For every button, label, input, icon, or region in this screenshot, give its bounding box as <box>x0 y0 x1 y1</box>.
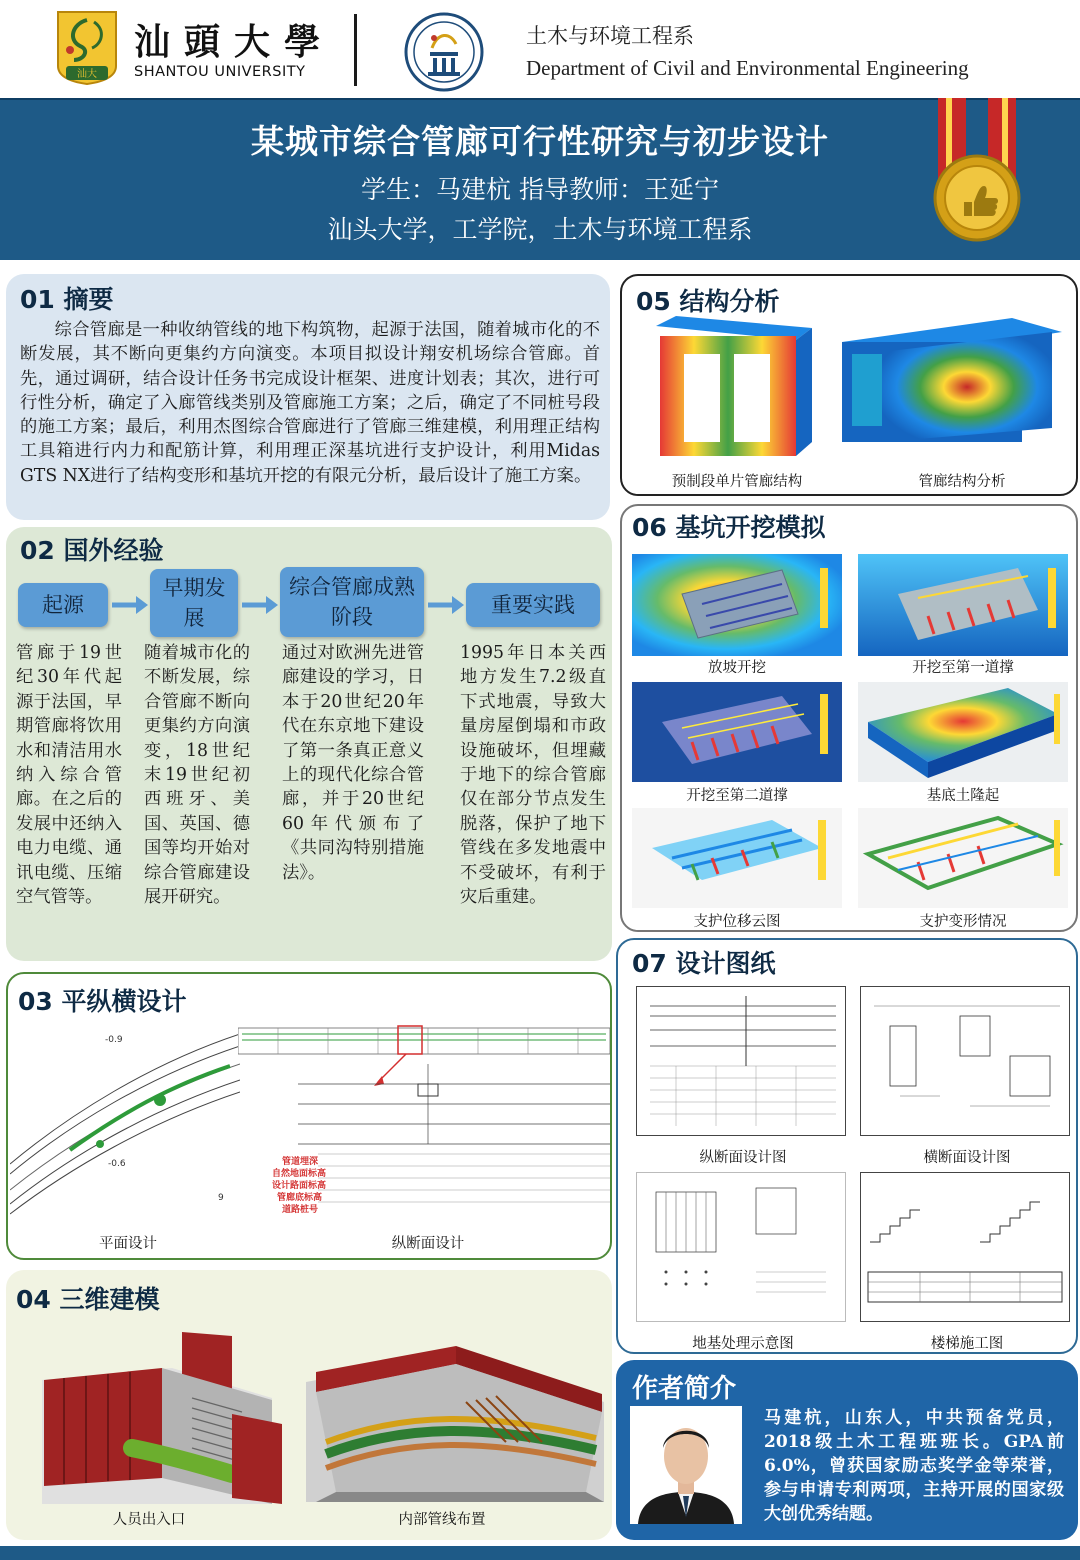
drawings-heading: 07 设计图纸 <box>632 949 776 978</box>
first-strut-figure <box>858 554 1068 656</box>
structure-analysis-panel <box>620 274 1078 496</box>
support-deformation-figure <box>858 808 1068 908</box>
profile-drawing-caption: 纵断面设计图 <box>699 1150 787 1166</box>
plan-design-caption: 平面设计 <box>99 1236 157 1252</box>
plan-mark-upper: -0.9 <box>105 1035 123 1045</box>
poster-affiliation: 汕头大学，工学院，土木与环境工程系 <box>327 215 753 244</box>
profile-design-caption: 纵断面设计 <box>391 1236 465 1252</box>
second-strut-figure <box>632 682 842 782</box>
stage-origin-box: 起源 <box>18 583 108 627</box>
modeling-heading: 04 三维建模 <box>16 1285 160 1314</box>
abstract-panel <box>6 274 610 520</box>
drawings-panel <box>616 938 1078 1354</box>
alignment-design-panel <box>6 972 612 1260</box>
stage-mature-text: 通过对欧洲先进管廊建设的学习，日本于20世纪20年代在东京地下建设了第一条真正意义上的现代化综合管廊，并于20世纪60年代颁布了《共同沟特别措施法》。 <box>282 643 424 883</box>
precast-caption: 预制段单片管廊结构 <box>671 474 803 490</box>
header-divider <box>354 14 357 86</box>
gold-medal-icon <box>922 98 1032 256</box>
title-banner <box>0 98 1080 260</box>
poster-title: 某城市综合管廊可行性研究与初步设计 <box>251 122 829 161</box>
stage-early-text: 随着城市化的不断发展，综合管廊不断向更集约方向演变，18世纪末19世纪初西班牙、美国、英国、德国等均开始对综合管廊建设展开研究。 <box>144 643 250 908</box>
university-name-cn: 汕頭大學 <box>134 21 335 63</box>
profile-drawing-figure <box>636 986 846 1136</box>
support-displacement-figure <box>632 808 842 908</box>
first-strut-caption: 开挖至第一道撑 <box>912 660 1014 676</box>
cross-section-drawing-figure <box>860 986 1070 1136</box>
flow-arrow-icon <box>110 593 150 617</box>
cross-section-caption: 横断面设计图 <box>923 1150 1011 1166</box>
author-heading: 作者简介 <box>632 1374 737 1404</box>
profile-design-figure <box>238 1024 610 1224</box>
plan-design-figure <box>10 1014 240 1224</box>
stage-practice-box: 重要实践 <box>466 583 600 627</box>
gallery-caption: 管廊结构分析 <box>918 474 1006 490</box>
abstract-heading: 01 摘要 <box>20 285 114 314</box>
slope-excavation-figure <box>632 554 842 656</box>
deformation-caption: 支护变形情况 <box>919 914 1007 930</box>
entrance-model-figure <box>42 1328 286 1508</box>
entrance-caption: 人员出入口 <box>112 1512 186 1528</box>
design-heading: 03 平纵横设计 <box>18 987 187 1016</box>
university-name-en: SHANTOU UNIVERSITY <box>134 64 306 80</box>
heave-caption: 基底土隆起 <box>926 788 1000 804</box>
abstract-text: 综合管廊是一种收纳管线的地下构筑物，起源于法国，随着城市化的不断发展，其不断向更集约方向演变。本项目拟设计翔安机场综合管廊。首先，通过调研，结合设计任务书完成设计框架、进度计划表；其次，进行可行性分析，确定了入廊管线类别及管廊施工方案；之后，确定了不同桩号段的施工方案；最后，利用杰图综合管廊进行了管廊三维建模，利用理正结构工具箱进行内力和配筋计算，利用理正深基坑进行支护设计，利用Midas GTS NX进行了结构变形和基坑开挖的有限元分析，最后设计了施工方案。 <box>20 320 600 486</box>
profile-legend-3: 设计路面标高 <box>272 1181 327 1191</box>
excavation-panel <box>620 504 1078 932</box>
flow-arrow-icon <box>240 593 280 617</box>
displacement-caption: 支护位移云图 <box>693 914 781 930</box>
plan-mark-corner: 9 <box>218 1193 224 1203</box>
stage-early-box: 早期发展 <box>150 569 238 637</box>
stair-caption: 楼梯施工图 <box>930 1336 1004 1352</box>
structure-heading: 05 结构分析 <box>636 287 780 316</box>
stair-drawing-figure <box>860 1172 1070 1322</box>
profile-legend-2: 自然地面标高 <box>272 1169 327 1179</box>
university-seal-icon <box>54 10 120 86</box>
pipeline-caption: 内部管线布置 <box>398 1512 486 1528</box>
bottom-strip <box>0 1546 1080 1560</box>
author-bio: 马建杭，山东人，中共预备党员，2018级土木工程班班长。GPA前6.0%，曾获国家励志奖学金等荣誉，参与申请专利两项，主持开展的国家级大创优秀结题。 <box>764 1408 1064 1524</box>
modeling-panel <box>6 1270 612 1540</box>
department-logo-icon <box>404 12 484 92</box>
foundation-drawing-figure <box>636 1172 846 1322</box>
department-name-cn: 土木与环境工程系 <box>526 24 694 48</box>
stage-practice-text: 1995年日本关西地方发生7.2级直下式地震，导致大量房屋倒塌和市政设施破坏，但埋藏于地下的综合管廊仅在部分节点发生脱落，保护了地下管线在多发地震中不受破坏，有利于灾后重建。 <box>460 643 606 908</box>
second-strut-caption: 开挖至第二道撑 <box>686 788 788 804</box>
profile-legend-4: 管廊底标高 <box>277 1193 323 1203</box>
top-header <box>0 0 1080 98</box>
stage-origin-text: 管廊于19世纪30年代起源于法国，早期管廊将饮用水和清洁用水纳入综合管廊。在之后的发展中还纳入电力电缆、通讯电缆、压缩空气管等。 <box>16 643 122 908</box>
seal-text: 汕大 <box>77 69 97 80</box>
author-photo <box>630 1406 742 1524</box>
department-name-en: Department of Civil and Environmental Engineering <box>526 56 969 80</box>
excavation-heading: 06 基坑开挖模拟 <box>632 513 826 542</box>
foreign-heading: 02 国外经验 <box>20 536 164 565</box>
foreign-experience-panel <box>6 527 612 961</box>
slope-caption: 放坡开挖 <box>708 660 766 676</box>
plan-mark-lower: -0.6 <box>108 1159 126 1169</box>
flow-arrow-icon <box>426 593 466 617</box>
pipeline-layout-figure <box>306 1342 604 1502</box>
foundation-caption: 地基处理示意图 <box>692 1336 794 1352</box>
poster-authors: 学生：马建杭 指导教师：王延宁 <box>361 175 719 204</box>
basal-heave-figure <box>858 682 1068 782</box>
precast-section-figure <box>656 316 812 464</box>
profile-legend-5: 道路桩号 <box>282 1205 319 1215</box>
gallery-analysis-figure <box>842 318 1062 444</box>
profile-legend-1: 管道埋深 <box>282 1157 319 1167</box>
stage-mature-box: 综合管廊成熟阶段 <box>280 567 424 637</box>
